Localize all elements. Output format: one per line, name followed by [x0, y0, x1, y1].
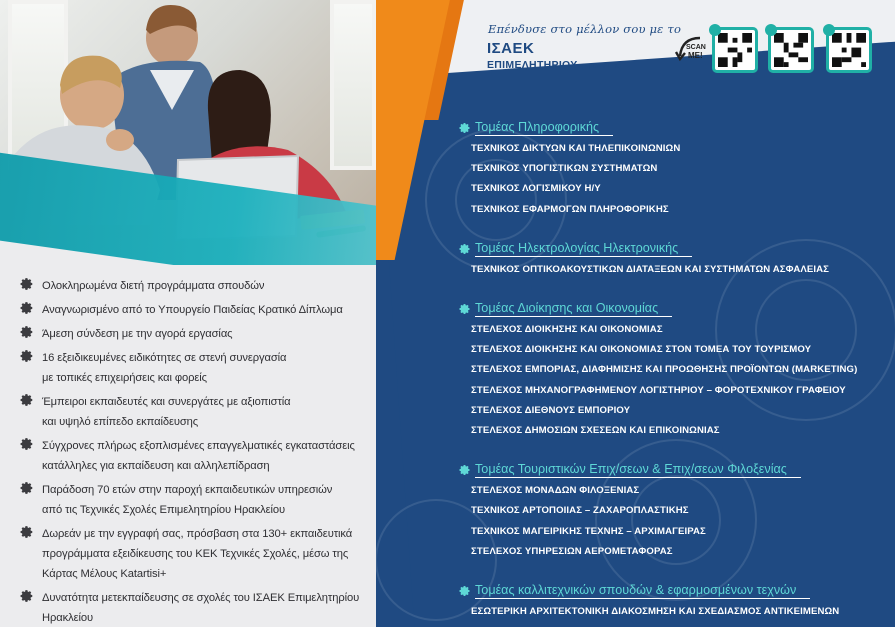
- gear-bullet-icon: [459, 585, 471, 597]
- benefit-item: [20, 392, 370, 432]
- gear-bullet-icon: [20, 481, 34, 495]
- benefit-item: [20, 324, 370, 344]
- qr-pattern: [718, 33, 752, 67]
- benefit-line: Άμεση σύνδεση με την αγορά εργασίας: [42, 328, 233, 340]
- sector-title: Τομέας Διοίκησης και Οικονομίας: [475, 301, 672, 317]
- specialty-list: [471, 602, 891, 621]
- gear-bullet-icon: [20, 525, 34, 539]
- website-icon: [823, 24, 835, 36]
- benefit-text: [42, 392, 291, 432]
- qr-pattern: [774, 33, 808, 67]
- sector-title: Τομέας Πληροφορικής: [475, 120, 613, 136]
- gear-bullet-icon: [459, 303, 471, 315]
- sector-block: [471, 301, 891, 440]
- benefit-line: Δυνατότητα μετεκπαίδευσης σε σχολές του ΙΣΑΕΚ Επιμελητηρίου: [42, 592, 360, 604]
- specialty-item: ΣΤΕΛΕΧΟΣ ΔΙΟΙΚΗΣΗΣ ΚΑΙ ΟΙΚΟΝΟΜΙΑΣ: [471, 324, 663, 336]
- gear-bullet-icon: [20, 437, 34, 451]
- facebook-icon: [709, 24, 721, 36]
- benefit-text: [42, 348, 286, 388]
- gear-bullet-icon: [459, 243, 471, 255]
- gear-bullet-icon: [20, 301, 34, 315]
- specialty-item: ΣΤΕΛΕΧΟΣ ΕΜΠΟΡΙΑΣ, ΔΙΑΦΗΜΙΣΗΣ ΚΑΙ ΠΡΟΩΘΗΣΗΣ ΠΡΟΪΟΝΤΩΝ (MARKETING): [471, 364, 858, 376]
- benefits-list: [20, 276, 370, 627]
- specialty-item: ΤΕΧΝΙΚΟΣ ΟΠΤΙΚΟΑΚΟΥΣΤΙΚΩΝ ΔΙΑΤΑΞΕΩΝ ΚΑΙ ΣΥΣΤΗΜΑΤΩΝ ΑΣΦΑΛΕΙΑΣ: [471, 263, 830, 275]
- left-panel: [0, 0, 376, 627]
- specialty-list: [471, 320, 891, 440]
- benefit-line: 16 εξειδικευμένες ειδικότητες σε στενή συνεργασία: [42, 352, 287, 364]
- benefit-item: [20, 300, 370, 320]
- specialty-item: ΣΤΕΛΕΧΟΣ ΥΠΗΡΕΣΙΩΝ ΑΕΡΟΜΕΤΑΦΟΡΑΣ: [471, 545, 673, 557]
- slogan: Επένδυσε στο μέλλον σου με το: [488, 22, 682, 36]
- benefit-line: Σύγχρονες πλήρως εξοπλισμένες επαγγελματικές εγκαταστάσεις: [42, 440, 355, 452]
- benefit-text: [42, 276, 264, 296]
- benefit-line: από τις Τεχνικές Σχολές Επιμελητηρίου Ηρακλείου: [42, 504, 285, 516]
- specialty-item: ΤΕΧΝΙΚΟΣ ΥΠΟΓΙΣΤΙΚΩΝ ΣΥΣΤΗΜΑΤΩΝ: [471, 163, 658, 175]
- qr-code-website[interactable]: [826, 27, 872, 73]
- benefit-line: Κάρτας Μέλους Katartisi+: [42, 568, 167, 580]
- specialty-item: ΤΕΧΝΙΚΟΣ ΕΦΑΡΜΟΓΩΝ ΠΛΗΡΟΦΟΡΙΚΗΣ: [471, 203, 669, 215]
- benefit-line: Ηρακλείου: [42, 612, 94, 624]
- sector-block: [471, 583, 891, 621]
- benefit-item: [20, 276, 370, 296]
- benefit-line: με τοπικές επιχειρήσεις και φορείς: [42, 372, 207, 384]
- sector-block: [471, 241, 891, 279]
- benefit-text: [42, 436, 355, 476]
- specialty-item: ΣΤΕΛΕΧΟΣ ΜΟΝΑΔΩΝ ΦΙΛΟΞΕΝΙΑΣ: [471, 485, 640, 497]
- specialty-item: ΤΕΧΝΙΚΟΣ ΛΟΓΙΣΜΙΚΟΥ Η/Υ: [471, 183, 601, 195]
- sector-title: Τομέας καλλιτεχνικών σπουδών & εφαρμοσμένων τεχνών: [475, 583, 810, 599]
- benefit-item: [20, 588, 370, 627]
- benefit-line: Έμπειροι εκπαιδευτές και συνεργάτες με αξιοπιστία: [42, 396, 291, 408]
- sector-header: [459, 462, 891, 478]
- specialty-item: ΣΤΕΛΕΧΟΣ ΔΗΜΟΣΙΩΝ ΣΧΕΣΕΩΝ ΚΑΙ ΕΠΙΚΟΙΝΩΝΙΑΣ: [471, 425, 720, 437]
- sector-title: Τομέας Τουριστικών Επιχ/σεων & Επιχ/σεων Φιλοξενίας: [475, 462, 801, 478]
- specialty-item: ΕΣΩΤΕΡΙΚΗ ΑΡΧΙΤΕΚΤΟΝΙΚΗ ΔΙΑΚΟΣΜΗΣΗ ΚΑΙ ΣΧΕΔΙΑΣΜΟΣ ΑΝΤΙΚΕΙΜΕΝΩΝ: [471, 606, 840, 618]
- sector-header: [459, 301, 891, 317]
- specialty-item: ΤΕΧΝΙΚΟΣ ΔΙΚΤΥΩΝ ΚΑΙ ΤΗΛΕΠΙΚΟΙΝΩΝΙΩΝ: [471, 143, 681, 154]
- brand-title: ΙΣΑΕΚ: [487, 40, 535, 57]
- specialty-item: ΣΤΕΛΕΧΟΣ ΔΙΕΘΝΟΥΣ ΕΜΠΟΡΙΟΥ: [471, 404, 631, 416]
- benefit-line: προγράμματα εξειδίκευσης του ΚΕΚ Τεχνικές Σχολές, μέσω της: [42, 548, 349, 560]
- benefit-text: [42, 300, 343, 320]
- sectors-list: [471, 120, 891, 627]
- specialty-list: [471, 260, 891, 279]
- brand-subtitle-text: ΕΠΙΜΕΛΗΤΗΡΙΟΥ: [487, 59, 578, 71]
- scan-me-badge: [674, 34, 706, 66]
- qr-code-instagram[interactable]: [768, 27, 814, 73]
- benefit-line: Αναγνωρισμένο από το Υπουργείο Παιδείας Κρατικό Δίπλωμα: [42, 304, 343, 316]
- gear-bullet-icon: [20, 325, 34, 339]
- benefit-item: [20, 480, 370, 520]
- benefit-line: Δωρεάν με την εγγραφή σας, πρόσβαση στα 130+ εκπαιδευτικά: [42, 528, 353, 540]
- gear-bullet-icon: [459, 464, 471, 476]
- me-label: ME!: [688, 51, 703, 60]
- benefit-item: [20, 436, 370, 476]
- qr-pattern: [832, 33, 866, 67]
- benefit-line: κατάλληλες για εκπαίδευση και αλληλεπίδραση: [42, 460, 270, 472]
- sector-header: [459, 241, 891, 257]
- brand-note: (πρώην ΙΕΚ): [581, 63, 622, 70]
- specialty-list: [471, 139, 891, 219]
- benefit-line: Ολοκληρωμένα διετή προγράμματα σπουδών: [42, 280, 265, 292]
- gear-bullet-icon: [20, 277, 34, 291]
- benefit-text: [42, 524, 352, 584]
- sector-header: [459, 583, 891, 599]
- sector-header: [459, 120, 891, 136]
- benefit-line: και υψηλό επίπεδο εκπαίδευσης: [42, 416, 199, 428]
- benefit-line: Παράδοση 70 ετών στην παροχή εκπαιδευτικών υπηρεσιών: [42, 484, 333, 496]
- sector-title: Τομέας Ηλεκτρολογίας Ηλεκτρονικής: [475, 241, 692, 257]
- benefit-text: [42, 480, 332, 520]
- sector-block: [471, 462, 891, 561]
- gear-bullet-icon: [20, 349, 34, 363]
- sector-block: [471, 120, 891, 219]
- specialty-item: ΣΤΕΛΕΧΟΣ ΔΙΟΙΚΗΣΗΣ ΚΑΙ ΟΙΚΟΝΟΜΙΑΣ ΣΤΟΝ ΤΟΜΕΑ ΤΟΥ ΤΟΥΡΙΣΜΟΥ: [471, 344, 812, 356]
- instagram-icon: [765, 24, 777, 36]
- scan-label: SCAN: [686, 44, 706, 51]
- specialty-item: ΣΤΕΛΕΧΟΣ ΜΗΧΑΝΟΓΡΑΦΗΜΕΝΟΥ ΛΟΓΙΣΤΗΡΙΟΥ – ΦΟΡΟΤΕΧΝΙΚΟΥ ΓΡΑΦΕΙΟΥ: [471, 384, 846, 396]
- right-panel: [376, 0, 895, 627]
- gear-bullet-icon: [20, 589, 34, 603]
- students-photo: [0, 0, 376, 265]
- specialty-list: [471, 481, 891, 561]
- specialty-item: ΤΕΧΝΙΚΟΣ ΜΑΓΕΙΡΙΚΗΣ ΤΕΧΝΗΣ – ΑΡΧΙΜΑΓΕΙΡΑΣ: [471, 525, 706, 537]
- benefit-text: [42, 588, 359, 627]
- brand-subtitle: [487, 59, 622, 71]
- specialty-item: ΤΕΧΝΙΚΟΣ ΑΡΤΟΠΟΙΙΑΣ – ΖΑΧΑΡΟΠΛΑΣΤΙΚΗΣ: [471, 505, 689, 517]
- benefit-text: [42, 324, 232, 344]
- benefit-item: [20, 524, 370, 584]
- benefit-item: [20, 348, 370, 388]
- qr-code-facebook[interactable]: [712, 27, 758, 73]
- gear-bullet-icon: [459, 122, 471, 134]
- gear-bullet-icon: [20, 393, 34, 407]
